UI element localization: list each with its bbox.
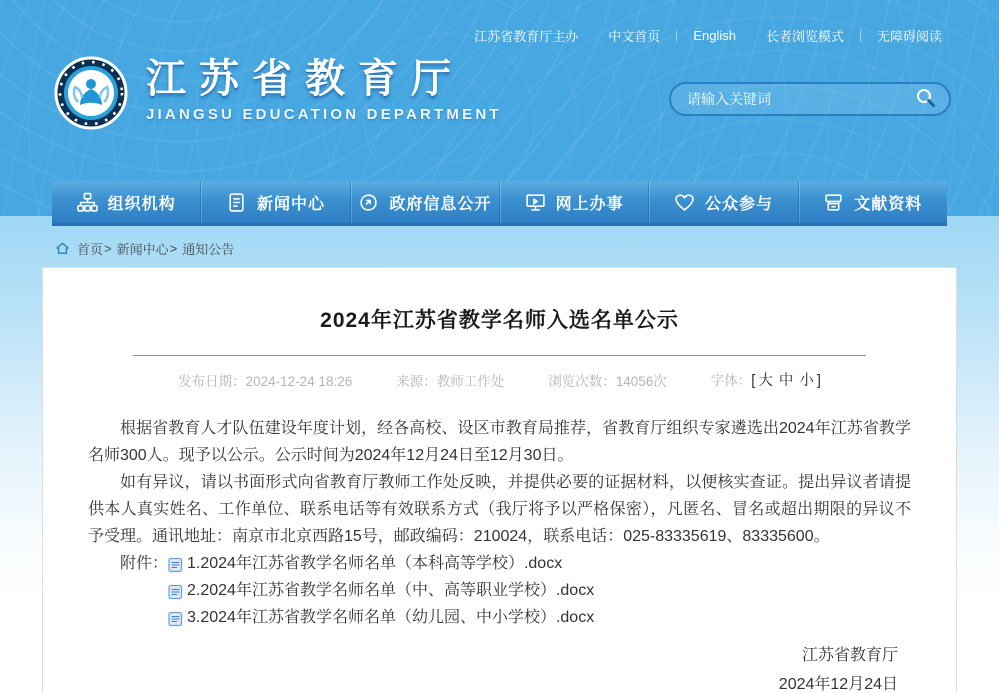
- nav-item-label: 网上办事: [555, 195, 624, 213]
- main-nav: [52, 181, 947, 226]
- search-icon: [914, 86, 938, 113]
- page-title: 2024年江苏省教学名师入选名单公示: [320, 309, 679, 332]
- font-size-option[interactable]: 大: [758, 373, 773, 389]
- topbar-link[interactable]: 长者浏览模式: [765, 29, 844, 44]
- breadcrumb-separator: >: [104, 241, 112, 256]
- attachments: [88, 550, 911, 631]
- breadcrumb: [55, 239, 234, 258]
- sitemap-icon: [77, 192, 98, 213]
- heart-icon: [674, 192, 695, 213]
- topbar-link[interactable]: 中文首页: [608, 29, 661, 44]
- breadcrumb-link[interactable]: 首页: [77, 242, 104, 257]
- nav-item[interactable]: [798, 181, 947, 223]
- signature-org: 江苏省教育厅: [801, 647, 898, 664]
- nav-item[interactable]: [350, 181, 499, 223]
- breadcrumb-separator: >: [169, 241, 178, 256]
- doc-file-icon: [168, 611, 183, 627]
- nav-item-label: 文献资料: [854, 195, 923, 213]
- nav-item[interactable]: [648, 181, 797, 223]
- title-divider: [133, 355, 866, 356]
- site-logo[interactable]: [54, 56, 502, 130]
- breadcrumb-link[interactable]: 通知公告: [182, 242, 235, 257]
- attachment-link[interactable]: [168, 550, 594, 577]
- news-icon: [226, 192, 247, 213]
- attachment-link[interactable]: [168, 577, 594, 604]
- breadcrumb-trail: [77, 239, 234, 258]
- search-box: [669, 82, 951, 116]
- topbar-divider: ｜: [670, 29, 684, 44]
- breadcrumb-link[interactable]: 新闻中心: [116, 242, 169, 257]
- site-name: 江苏省教育厅: [146, 57, 464, 101]
- nav-item-label: 组织机构: [107, 195, 176, 213]
- search-input[interactable]: [687, 91, 913, 107]
- font-size-option[interactable]: 小: [799, 373, 814, 389]
- article-paragraph: 如有异议，请以书面形式向省教育厅教师工作处反映，并提供必要的证据材料，以便核实查证。提出异议者请提供本人真实姓名、工作单位、联系电话等有效联系方式（我厅将予以严格保密），凡匿名、冒名或超出期限的异议不予受理。通讯地址：南京市北京西路15号，邮政编码：210024，联系电话：025-83335619、83335600。: [88, 474, 911, 545]
- topbar-link[interactable]: English: [693, 28, 736, 43]
- home-icon: [55, 241, 70, 256]
- attachment-name: 1.2024年江苏省教学名师名单（本科高等学校）.docx: [187, 555, 563, 572]
- doc-file-icon: [168, 584, 183, 600]
- nav-item[interactable]: [52, 181, 200, 223]
- nav-item-label: 政府信息公开: [389, 195, 492, 213]
- attachments-label: 附件：: [120, 555, 169, 572]
- signature-date: 2024年12月24日: [778, 676, 898, 693]
- archive-icon: [823, 192, 844, 213]
- nav-item-label: 公众参与: [704, 195, 773, 213]
- article-paragraph: 根据省教育人才队伍建设年度计划，经各高校、设区市教育局推荐，省教育厅组织专家遴选出2024年江苏省教学名师300人。现予以公示。公示时间为2024年12月24日至12月30日。: [88, 420, 911, 464]
- content-panel: [42, 267, 957, 693]
- article-meta: [43, 369, 956, 390]
- topbar-link[interactable]: 江苏省教育厅主办: [474, 29, 579, 44]
- site-name-en: JIANGSU EDUCATION DEPARTMENT: [146, 106, 502, 123]
- nav-item[interactable]: [499, 181, 648, 223]
- view-count: 浏览次数：14056次: [548, 373, 667, 389]
- article-body: [88, 415, 911, 550]
- font-size-option[interactable]: 中: [778, 373, 794, 389]
- bracket: ]: [816, 373, 821, 389]
- font-size-options: [755, 373, 817, 389]
- nav-item[interactable]: [200, 181, 349, 223]
- nav-item-label: 新闻中心: [256, 195, 325, 213]
- doc-file-icon: [168, 557, 183, 573]
- attachment-list: [168, 550, 594, 631]
- attachment-link[interactable]: [168, 604, 594, 631]
- attachment-name: 3.2024年江苏省教学名师名单（幼儿园、中小学校）.docx: [187, 609, 595, 626]
- attachment-name: 2.2024年江苏省教学名师名单（中、高等职业学校）.docx: [187, 582, 595, 599]
- source: 来源：教师工作处: [396, 373, 505, 389]
- logo-text: [146, 56, 502, 123]
- font-size-control: 字体：[ 大 中 小 ]: [710, 373, 821, 389]
- topbar-divider: ｜: [853, 29, 867, 44]
- publish-date: 发布日期：2024-12-24 18:26: [178, 373, 353, 389]
- article-signature: [43, 641, 898, 693]
- emblem-icon: [54, 56, 128, 130]
- topbar-link[interactable]: 无障碍阅读: [876, 29, 942, 44]
- monitor-icon: [525, 192, 546, 213]
- topbar-links: [474, 26, 942, 45]
- disclosure-icon: [358, 192, 379, 213]
- search-button[interactable]: [913, 86, 939, 112]
- bracket: [: [751, 373, 756, 389]
